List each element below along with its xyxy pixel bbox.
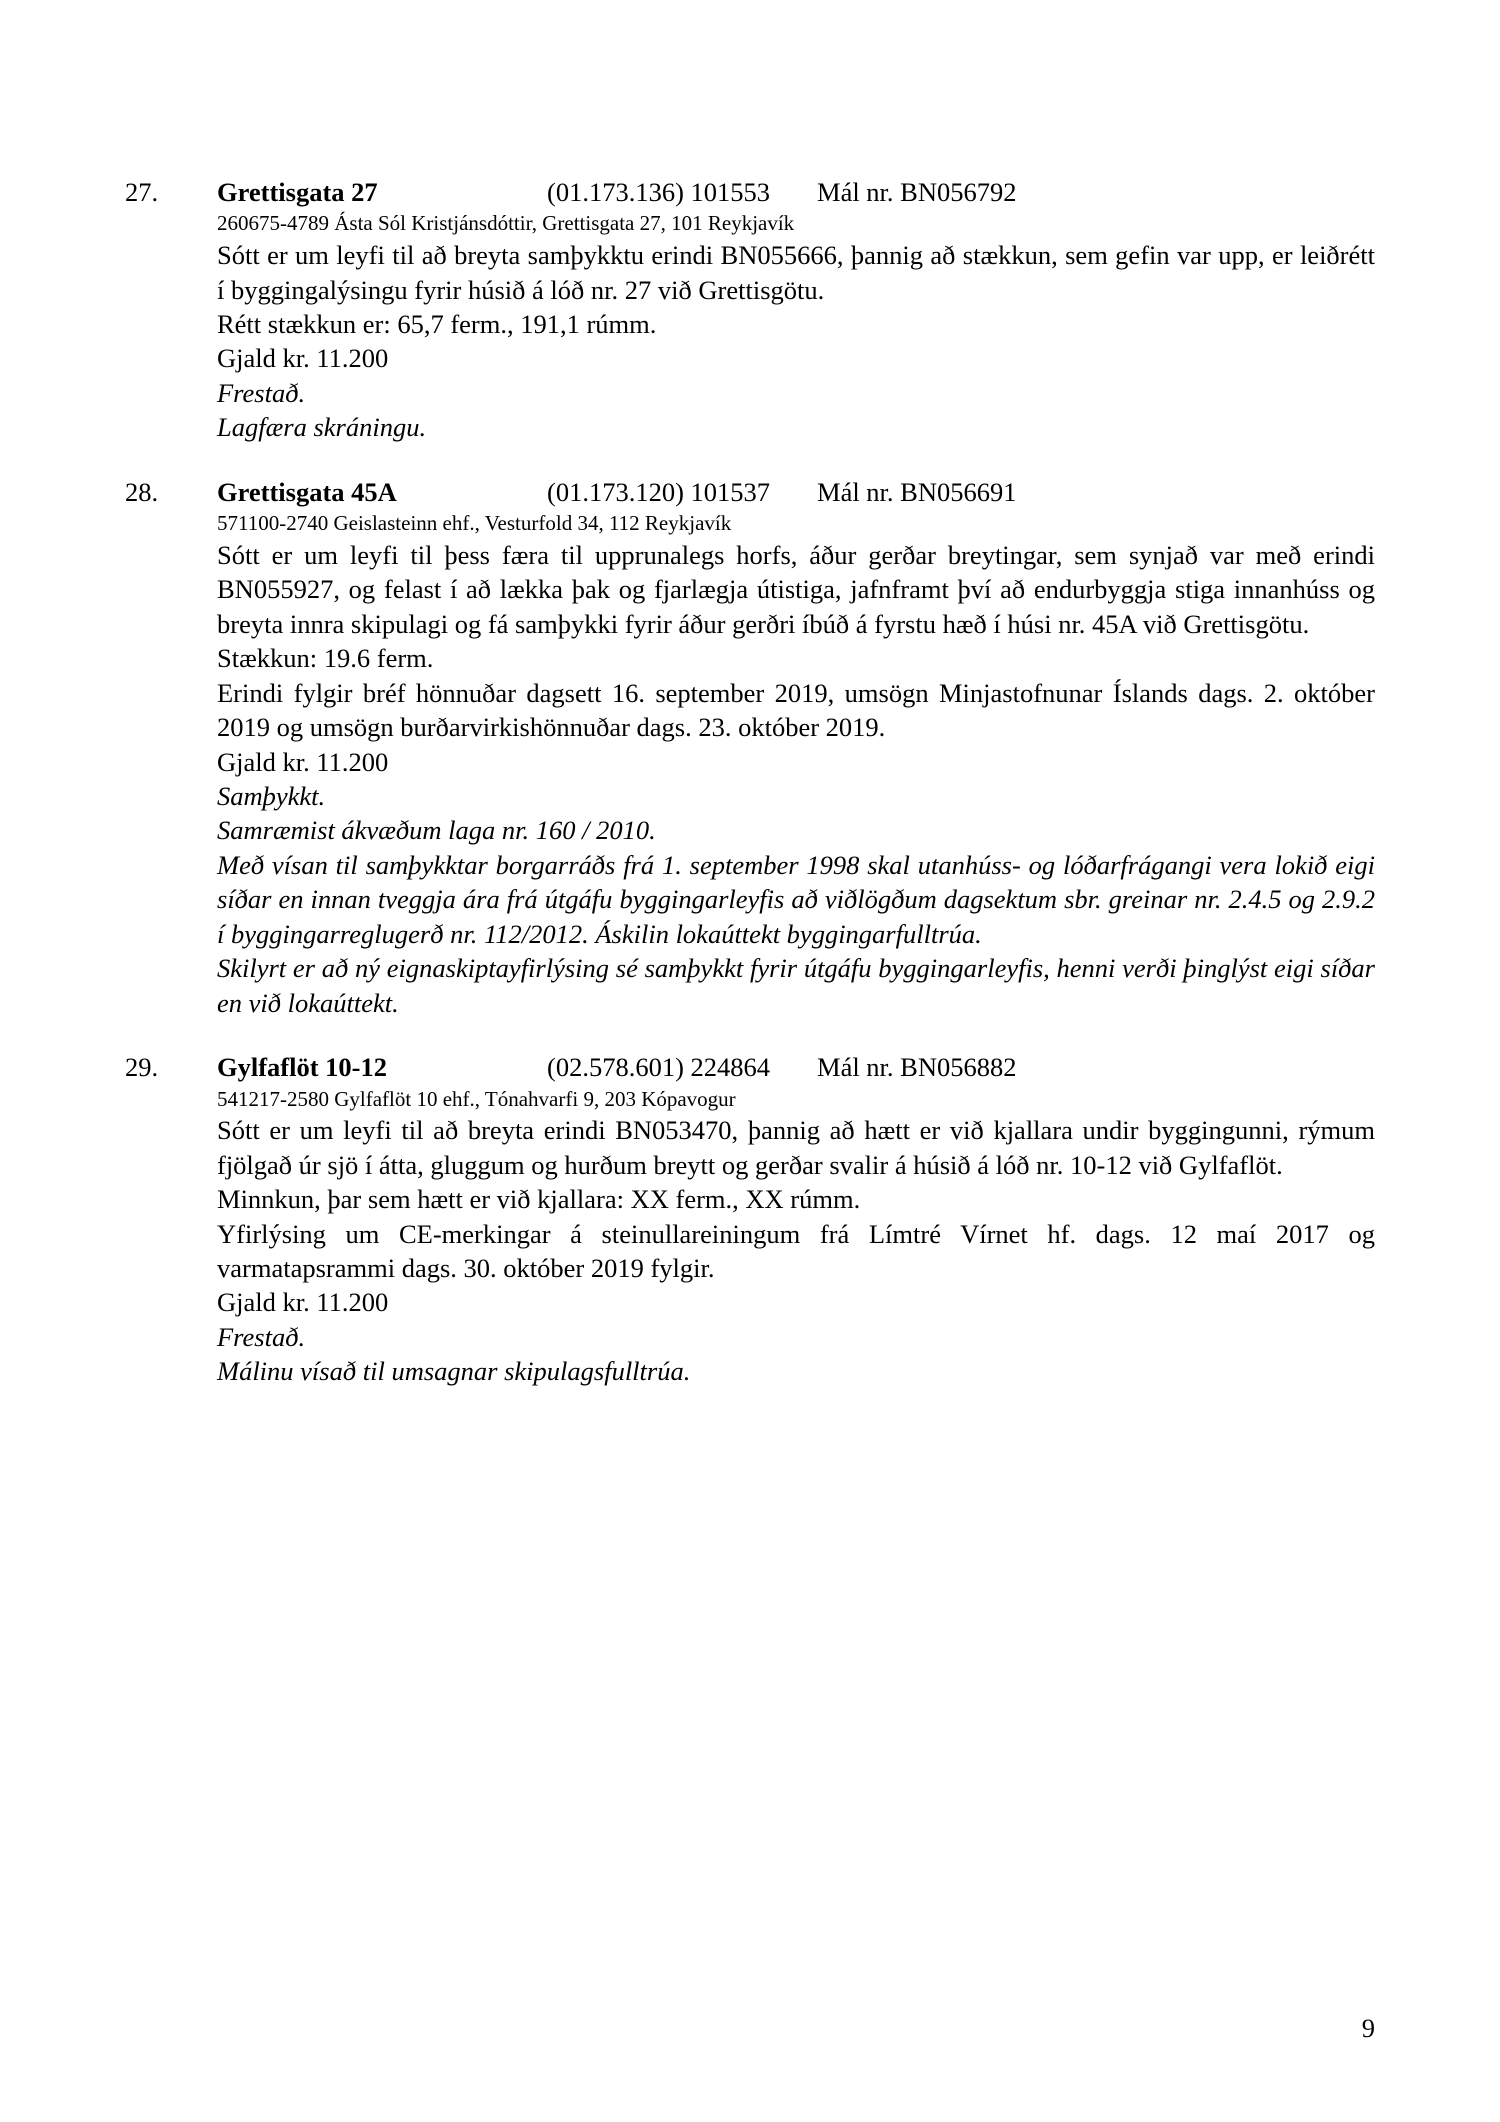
entry-owner-line: 260675-4789 Ásta Sól Kristjánsdóttir, Grettisgata 27, 101 Reykjavík — [217, 211, 795, 236]
entry-paragraph: Frestað. — [217, 1321, 306, 1352]
entry-number: 27. — [125, 177, 159, 207]
entry-title: Grettisgata 27 — [217, 177, 378, 207]
entry-header — [217, 175, 1375, 209]
agenda-entry — [125, 475, 1375, 1020]
entry-header — [217, 1050, 1375, 1084]
entry-case-number: Mál nr. BN056792 — [817, 177, 1017, 207]
agenda-entry — [125, 175, 1375, 445]
entry-property-code: (02.578.601) 224864 — [547, 1052, 771, 1083]
entry-number: 28. — [125, 476, 159, 507]
entry-paragraph: Gjald kr. 11.200 — [217, 343, 389, 374]
entry-paragraph: Skilyrt er að ný eignaskiptayfirlýsing sé samþykkt fyrir útgáfu byggingarleyfis, henni verði þinglýst eigi síðar en við lokaúttekt. — [217, 953, 1375, 1018]
page-number: 9 — [1361, 2013, 1375, 2043]
entry-number: 29. — [125, 1052, 159, 1083]
entry-paragraph: Gjald kr. 11.200 — [217, 746, 389, 777]
entry-paragraph: Með vísan til samþykktar borgarráðs frá 1. september 1998 skal utanhúss- og lóðarfrágangi vera lokið eigi síðar en innan tveggja ára frá útgáfu byggingarleyfis að viðlögðum dagsektum sbr. greinar nr. 2.4.5 og 2.9.2 í byggingarreglugerð nr. 112/2012. Áskilin lokaúttekt byggingarfulltrúa. — [217, 849, 1375, 949]
entry-paragraph: Málinu vísað til umsagnar skipulagsfulltrúa. — [217, 1356, 691, 1387]
entry-owner-line: 571100-2740 Geislasteinn ehf., Vesturfold 34, 112 Reykjavík — [217, 511, 732, 536]
entries-container — [125, 175, 1375, 1389]
agenda-entry — [125, 1050, 1375, 1389]
entry-paragraph: Frestað. — [217, 377, 306, 408]
entry-property-code: (01.173.136) 101553 — [547, 177, 771, 207]
entry-paragraph: Samræmist ákvæðum laga nr. 160 / 2010. — [217, 815, 656, 846]
entry-paragraph: Sótt er um leyfi til þess færa til upprunalegs horfs, áður gerðar breytingar, sem synjað var með erindi BN055927, og felast í að lækka þak og fjarlægja útistiga, jafnframt því að endurbyggja stiga innanhúss og breyta innra skipulagi og fá samþykki fyrir áður gerðri íbúð á fyrstu hæð í húsi nr. 45A við Grettisgötu. — [217, 539, 1375, 639]
entry-paragraph: Erindi fylgir bréf hönnuðar dagsett 16. september 2019, umsögn Minjastofnunar Íslands dags. 2. október 2019 og umsögn burðarvirkishönnuðar dags. 23. október 2019. — [217, 677, 1375, 743]
entry-title: Gylfaflöt 10-12 — [217, 1052, 388, 1083]
entry-paragraph: Sótt er um leyfi til að breyta samþykktu erindi BN055666, þannig að stækkun, sem gefin var upp, er leiðrétt í byggingalýsingu fyrir húsið á lóð nr. 27 við Grettisgötu. — [217, 240, 1375, 305]
entry-case-number: Mál nr. BN056882 — [817, 1052, 1017, 1083]
entry-owner-line: 541217-2580 Gylfaflöt 10 ehf., Tónahvarfi 9, 203 Kópavogur — [217, 1086, 736, 1111]
entry-body — [217, 1050, 1375, 1389]
entry-paragraph: Minnkun, þar sem hætt er við kjallara: XX ferm., XX rúmm. — [217, 1184, 861, 1215]
entry-header — [217, 475, 1375, 509]
entry-paragraph: Lagfæra skráningu. — [217, 412, 427, 443]
entry-body — [217, 175, 1375, 445]
entry-title: Grettisgata 45A — [217, 476, 397, 507]
entry-paragraph: Gjald kr. 11.200 — [217, 1287, 389, 1318]
entry-paragraph: Samþykkt. — [217, 781, 326, 811]
entry-body — [217, 475, 1375, 1020]
entry-paragraph: Sótt er um leyfi til að breyta erindi BN053470, þannig að hætt er við kjallara undir byggingunni, rýmum fjölgað úr sjö í átta, gluggum og hurðum breytt og gerðar svalir á húsið á lóð nr. 10-12 við Gylfaflöt. — [217, 1115, 1375, 1180]
entry-paragraph: Yfirlýsing um CE-merkingar á steinullareiningum frá Límtré Vírnet hf. dags. 12 maí 2017 og varmatapsrammi dags. 30. október 2019 fylgir. — [217, 1218, 1375, 1283]
entry-paragraph: Rétt stækkun er: 65,7 ferm., 191,1 rúmm. — [217, 309, 657, 340]
entry-case-number: Mál nr. BN056691 — [817, 476, 1017, 507]
entry-paragraph: Stækkun: 19.6 ferm. — [217, 643, 434, 674]
entry-property-code: (01.173.120) 101537 — [547, 476, 771, 507]
